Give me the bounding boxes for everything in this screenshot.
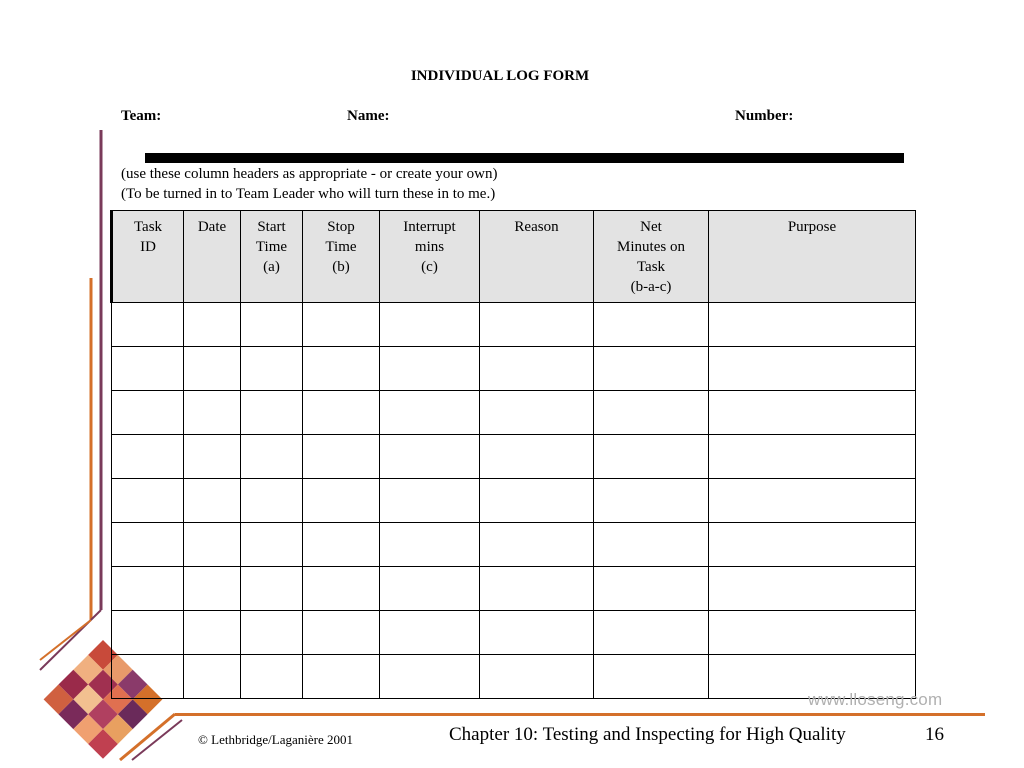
table-cell[interactable] xyxy=(480,479,594,523)
column-header-line: Reason xyxy=(514,219,559,235)
instruction-note: (To be turned in to Team Leader who will turn these in to me.) xyxy=(121,186,496,202)
table-cell[interactable] xyxy=(380,611,480,655)
column-header-line: Time xyxy=(325,239,357,255)
table-cell[interactable] xyxy=(480,303,594,347)
table-cell[interactable] xyxy=(241,391,303,435)
column-header xyxy=(184,211,241,303)
table-cell[interactable] xyxy=(480,391,594,435)
column-header-line: Date xyxy=(197,219,227,235)
table-cell[interactable] xyxy=(303,435,380,479)
table-cell[interactable] xyxy=(241,303,303,347)
table-cell[interactable] xyxy=(480,655,594,699)
table-cell[interactable] xyxy=(112,567,184,611)
table-cell[interactable] xyxy=(112,655,184,699)
table-row xyxy=(112,523,916,567)
table-cell[interactable] xyxy=(480,523,594,567)
table-cell[interactable] xyxy=(184,479,241,523)
log-table xyxy=(110,210,916,699)
table-cell[interactable] xyxy=(594,655,709,699)
table-cell[interactable] xyxy=(112,611,184,655)
table-cell[interactable] xyxy=(380,303,480,347)
table-cell[interactable] xyxy=(184,303,241,347)
table-cell[interactable] xyxy=(303,347,380,391)
table-cell[interactable] xyxy=(594,567,709,611)
table-cell[interactable] xyxy=(112,391,184,435)
column-header-line: (b) xyxy=(332,259,350,275)
table-cell[interactable] xyxy=(112,303,184,347)
column-header-line: Task xyxy=(133,219,163,235)
column-header xyxy=(303,211,380,303)
chapter-title: Chapter 10: Testing and Inspecting for High Quality xyxy=(449,724,846,745)
column-header xyxy=(709,211,916,303)
column-header-line: Task xyxy=(636,259,666,275)
table-cell[interactable] xyxy=(380,347,480,391)
table-cell[interactable] xyxy=(241,655,303,699)
table-cell[interactable] xyxy=(594,391,709,435)
table-row xyxy=(112,347,916,391)
table-cell[interactable] xyxy=(241,611,303,655)
column-header-line: Time xyxy=(255,239,288,255)
table-cell[interactable] xyxy=(594,523,709,567)
column-header-line: (c) xyxy=(421,259,438,275)
column-header xyxy=(594,211,709,303)
table-cell[interactable] xyxy=(303,479,380,523)
website-logo: www.lloseng.com xyxy=(808,690,943,709)
column-header-line: Minutes on xyxy=(617,239,685,255)
column-header-line: Start xyxy=(257,219,286,235)
table-cell[interactable] xyxy=(380,523,480,567)
table-cell[interactable] xyxy=(241,479,303,523)
table-row xyxy=(112,567,916,611)
table-cell[interactable] xyxy=(380,655,480,699)
table-row xyxy=(112,655,916,699)
table-cell[interactable] xyxy=(480,567,594,611)
table-cell[interactable] xyxy=(303,655,380,699)
table-cell[interactable] xyxy=(184,611,241,655)
page-number: 16 xyxy=(925,724,944,745)
table-cell[interactable] xyxy=(303,391,380,435)
table-cell[interactable] xyxy=(184,655,241,699)
table-cell[interactable] xyxy=(480,611,594,655)
table-header-row xyxy=(112,211,916,303)
table-cell[interactable] xyxy=(594,611,709,655)
table-row xyxy=(112,435,916,479)
table-cell[interactable] xyxy=(241,347,303,391)
table-cell[interactable] xyxy=(303,611,380,655)
column-header xyxy=(480,211,594,303)
team-label: Team: xyxy=(121,108,162,124)
table-cell[interactable] xyxy=(184,347,241,391)
table-cell[interactable] xyxy=(709,611,916,655)
table-cell[interactable] xyxy=(112,479,184,523)
column-header-line: ID xyxy=(140,239,156,255)
table-cell[interactable] xyxy=(303,567,380,611)
black-divider-bar xyxy=(145,153,904,163)
instruction-note: (use these column headers as appropriate - or create your own) xyxy=(121,166,498,182)
column-header-line: Stop xyxy=(327,219,355,235)
copyright-text: © Lethbridge/Laganière 2001 xyxy=(198,732,353,747)
table-cell[interactable] xyxy=(241,567,303,611)
table-cell[interactable] xyxy=(709,391,916,435)
table-cell[interactable] xyxy=(112,347,184,391)
table-cell[interactable] xyxy=(594,347,709,391)
number-label: Number: xyxy=(735,108,794,124)
table-cell[interactable] xyxy=(241,523,303,567)
column-header xyxy=(380,211,480,303)
column-header xyxy=(112,211,184,303)
footer-divider xyxy=(175,713,985,716)
table-cell[interactable] xyxy=(380,391,480,435)
column-header-line: mins xyxy=(414,239,445,255)
column-header-line: (a) xyxy=(263,259,280,275)
table-cell[interactable] xyxy=(709,303,916,347)
table-cell[interactable] xyxy=(303,523,380,567)
table-cell[interactable] xyxy=(709,567,916,611)
form-title: INDIVIDUAL LOG FORM xyxy=(410,68,590,84)
column-header-line: Interrupt xyxy=(403,219,456,235)
table-cell[interactable] xyxy=(709,523,916,567)
table-cell[interactable] xyxy=(709,435,916,479)
column-header xyxy=(241,211,303,303)
name-label: Name: xyxy=(347,108,390,124)
table-cell[interactable] xyxy=(112,435,184,479)
table-cell[interactable] xyxy=(380,479,480,523)
table-cell[interactable] xyxy=(112,523,184,567)
table-cell[interactable] xyxy=(480,347,594,391)
column-header-line: Purpose xyxy=(787,219,837,235)
table-cell[interactable] xyxy=(709,347,916,391)
table-cell[interactable] xyxy=(594,479,709,523)
table-row xyxy=(112,303,916,347)
column-header-line: Net xyxy=(640,219,662,235)
table-cell[interactable] xyxy=(480,435,594,479)
table-cell[interactable] xyxy=(184,523,241,567)
table-cell[interactable] xyxy=(303,303,380,347)
table-row xyxy=(112,479,916,523)
table-cell[interactable] xyxy=(241,435,303,479)
table-cell[interactable] xyxy=(184,435,241,479)
table-cell[interactable] xyxy=(594,435,709,479)
column-header-line: (b-a-c) xyxy=(630,279,672,295)
table-row xyxy=(112,391,916,435)
table-cell[interactable] xyxy=(709,479,916,523)
table-cell[interactable] xyxy=(184,391,241,435)
table-cell[interactable] xyxy=(594,303,709,347)
table-cell[interactable] xyxy=(184,567,241,611)
table-cell[interactable] xyxy=(380,567,480,611)
table-cell[interactable] xyxy=(380,435,480,479)
table-row xyxy=(112,611,916,655)
